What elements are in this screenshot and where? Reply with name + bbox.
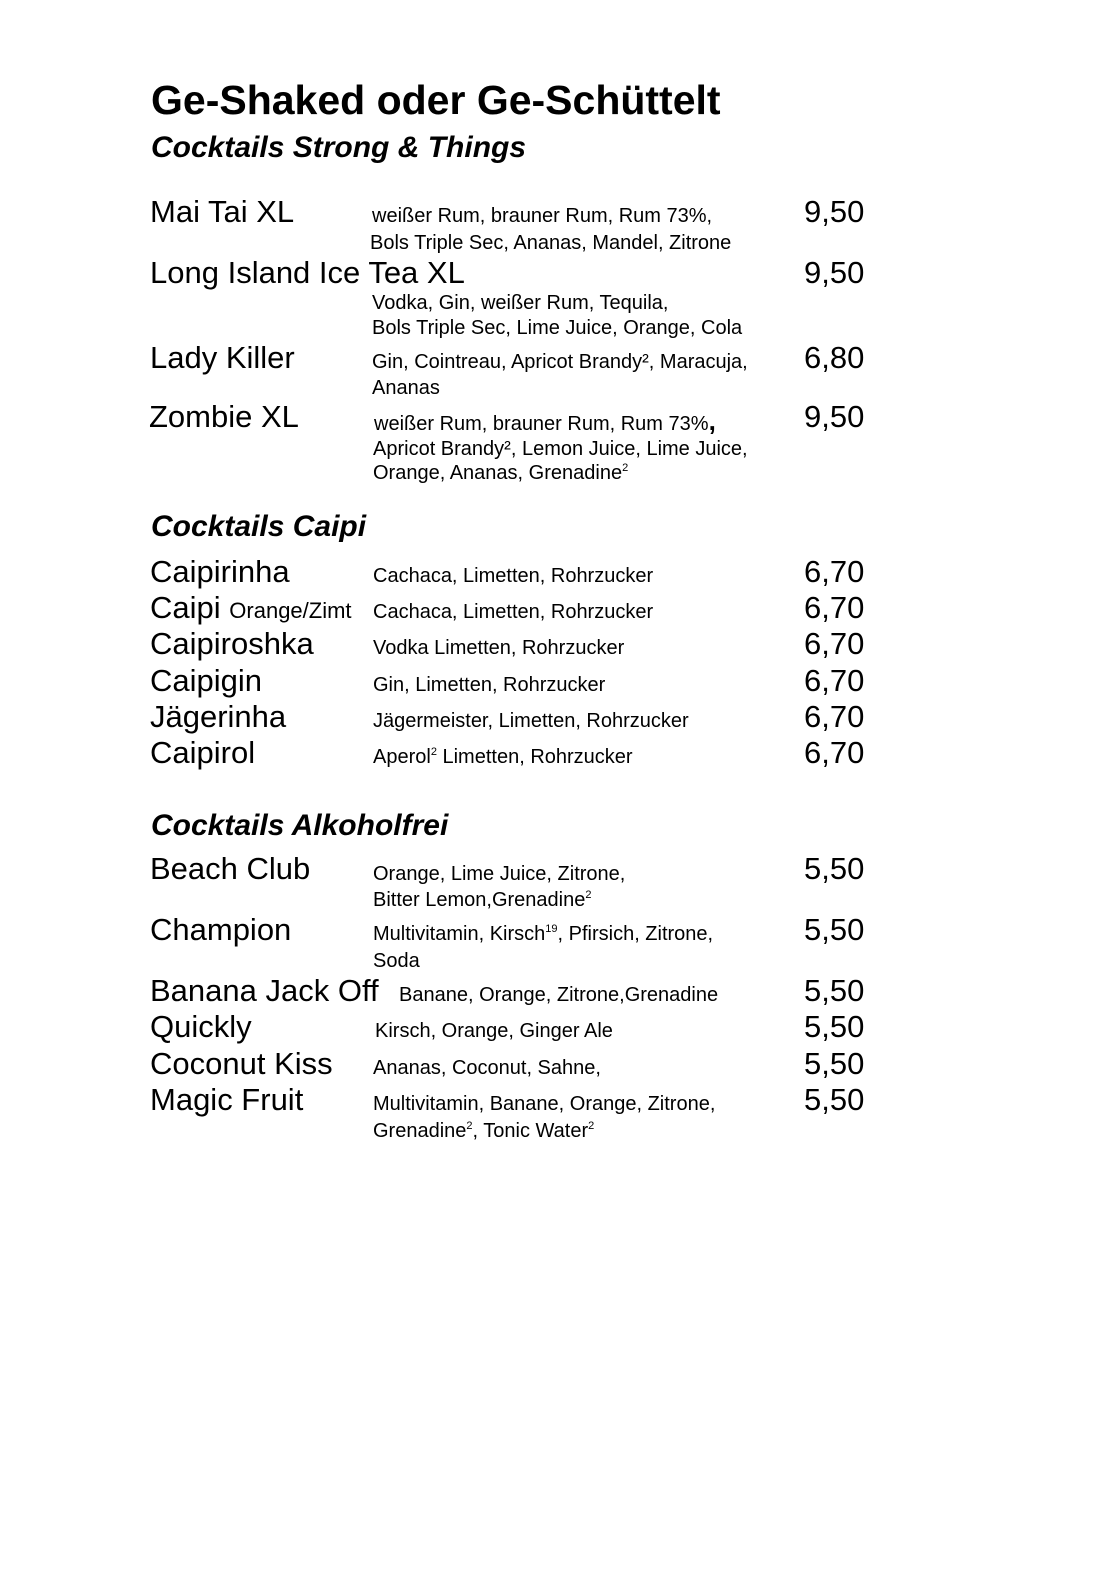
desc-text: weißer Rum, brauner Rum, Rum 73% [374,413,709,435]
item-description [374,408,716,437]
item-name: Mai Tai XL [150,194,295,229]
item-description: Multivitamin, Banane, Orange, Zitrone, [373,1093,716,1115]
item-price: 6,70 [804,663,865,698]
item-description [373,744,633,770]
desc-text: Bitter Lemon,Grenadine [373,889,586,911]
item-description: Apricot Brandy², Lemon Juice, Lime Juice, [373,438,748,460]
desc-text: Limetten, Rohrzucker [436,746,633,768]
item-name: Coconut Kiss [150,1046,333,1081]
item-price: 5,50 [804,1009,865,1044]
item-name: Caipigin [150,663,263,698]
footnote-marker: 2 [466,1120,473,1132]
desc-text: Aperol [373,746,431,768]
desc-comma: , [708,406,716,436]
section-heading-caipi: Cocktails Caipi [151,510,367,543]
item-name: Jägerinha [150,699,287,734]
item-price: 9,50 [804,194,865,229]
item-description: Orange, Lime Juice, Zitrone, [373,863,626,885]
item-description [373,921,713,947]
item-name: Magic Fruit [150,1082,304,1117]
page-title: Ge-Shaked oder Ge-Schüttelt [151,77,721,123]
desc-text: Orange, Ananas, Grenadine [373,462,623,484]
item-name: Banana Jack Off [150,973,379,1008]
item-price: 6,70 [804,699,865,734]
item-price: 9,50 [804,255,865,290]
item-description: Soda [373,950,420,972]
item-name: Lady Killer [150,340,295,375]
item-price: 5,50 [804,1082,865,1117]
item-name [150,589,352,626]
item-description [373,460,628,486]
item-name: Beach Club [150,851,311,886]
item-description: Vodka, Gin, weißer Rum, Tequila, [372,292,669,314]
item-price: 6,70 [804,554,865,589]
item-description: Jägermeister, Limetten, Rohrzucker [373,710,689,732]
item-price: 5,50 [804,973,865,1008]
item-name: Quickly [150,1009,252,1044]
footnote-marker: 2 [585,889,592,901]
item-name: Long Island Ice Tea XL [150,255,465,290]
item-price: 6,80 [804,340,865,375]
item-description: Kirsch, Orange, Ginger Ale [375,1020,613,1042]
item-description: weißer Rum, brauner Rum, Rum 73%, [372,205,713,227]
footnote-marker: 2 [588,1120,595,1132]
item-name: Champion [150,912,292,947]
item-price: 5,50 [804,912,865,947]
item-description: Ananas [372,377,440,399]
item-description: Gin, Cointreau, Apricot Brandy², Maracuja, [372,351,748,373]
item-price: 6,70 [804,590,865,625]
desc-text: , Pfirsich, Zitrone, [557,923,714,945]
footnote-marker: 2 [430,746,437,758]
item-description [373,887,591,913]
item-name-suffix: Orange/Zimt [229,598,352,623]
section-heading-alkoholfrei: Cocktails Alkoholfrei [151,809,449,842]
item-description: Bols Triple Sec, Lime Juice, Orange, Cola [372,317,743,339]
item-description: Bols Triple Sec, Ananas, Mandel, Zitrone [370,232,732,254]
item-name: Caipirinha [150,554,290,589]
item-description: Cachaca, Limetten, Rohrzucker [373,601,654,623]
footnote-marker: 19 [545,923,558,935]
item-price: 9,50 [804,399,865,434]
item-description [373,1118,594,1144]
footnote-marker: 2 [622,462,629,474]
desc-text: , Tonic Water [472,1120,589,1142]
item-description: Ananas, Coconut, Sahne, [373,1057,601,1079]
desc-text: Multivitamin, Kirsch [373,923,546,945]
desc-text: Grenadine [373,1120,467,1142]
item-name: Zombie XL [149,399,299,434]
item-price: 5,50 [804,851,865,886]
item-price: 6,70 [804,626,865,661]
item-description: Vodka Limetten, Rohrzucker [373,637,625,659]
item-name-text: Caipi [150,590,221,625]
item-name: Caipiroshka [150,626,314,661]
item-description: Cachaca, Limetten, Rohrzucker [373,565,654,587]
item-description: Gin, Limetten, Rohrzucker [373,674,606,696]
item-price: 6,70 [804,735,865,770]
item-price: 5,50 [804,1046,865,1081]
item-description: Banane, Orange, Zitrone,Grenadine [399,984,719,1006]
item-name: Caipirol [150,735,256,770]
section-heading-strong: Cocktails Strong & Things [151,131,527,164]
